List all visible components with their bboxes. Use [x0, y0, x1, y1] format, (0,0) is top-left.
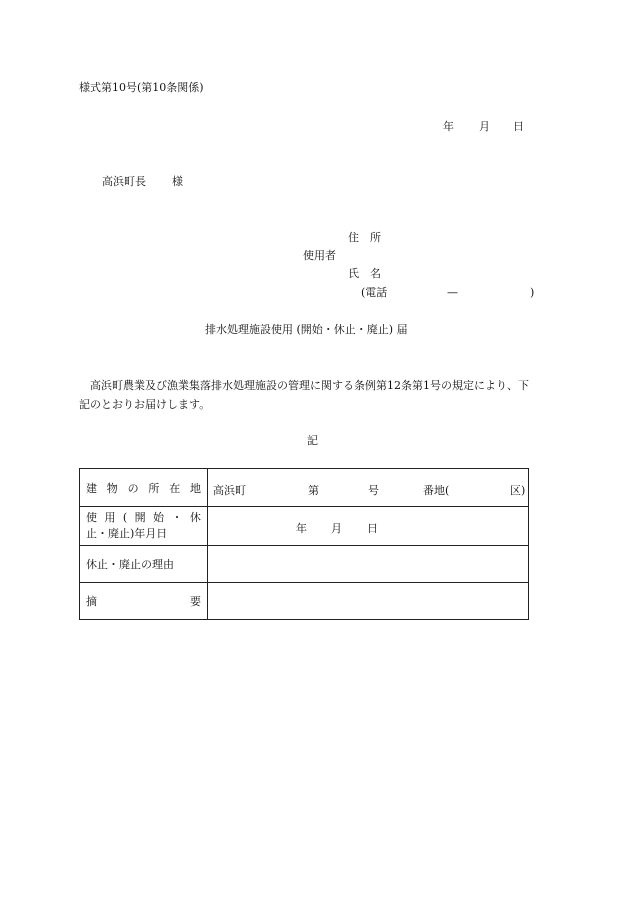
name-label: 氏 名	[348, 267, 381, 280]
table-row-location	[80, 469, 529, 507]
value-year: 年	[296, 522, 307, 535]
label-reason-text: 休止・廃止の理由	[86, 558, 174, 571]
form-number: 様式第10号(第10条関係)	[79, 81, 204, 94]
addr-ku: 区)	[510, 484, 526, 497]
ki-label: 記	[307, 434, 318, 447]
date-year-label: 年	[443, 120, 454, 133]
value-building-location[interactable]	[208, 469, 529, 507]
form-table	[79, 468, 529, 620]
label-char: 始	[153, 511, 165, 525]
addr-town: 高浜町	[213, 484, 246, 497]
phone-dash: —	[447, 286, 458, 299]
phone-open-label: (電話	[361, 286, 388, 299]
label-char: 所	[148, 481, 160, 495]
label-char: 物	[106, 481, 118, 495]
document-title: 排水処理施設使用 (開始・休止・廃止) 届	[205, 323, 408, 336]
addr-banchi: 番地(	[423, 484, 450, 497]
value-month: 月	[331, 522, 342, 535]
label-char: 要	[190, 595, 201, 608]
body-line-2: 記のとおりお届けします。	[79, 398, 211, 411]
date-month-label: 月	[479, 120, 490, 133]
date-day-label: 日	[513, 120, 524, 133]
user-label: 使用者	[303, 249, 336, 262]
label-char: 建	[86, 481, 97, 495]
label-char: 用	[104, 511, 116, 525]
recipient-name: 高浜町長	[102, 175, 146, 188]
label-char: 開	[134, 511, 146, 525]
label-char: 使	[86, 511, 97, 525]
label-char: の	[127, 481, 139, 495]
value-use-date[interactable]	[208, 507, 529, 546]
value-reason[interactable]	[208, 546, 529, 583]
table-row-reason	[80, 546, 529, 583]
label-remarks	[80, 583, 208, 620]
label-line-2: 止・廃止)年月日	[86, 527, 168, 540]
table-row-date	[80, 507, 529, 546]
addr-go: 号	[368, 484, 379, 497]
label-char: (	[122, 511, 128, 525]
label-reason	[80, 546, 208, 583]
body-line-1: 高浜町農業及び漁業集落排水処理施設の管理に関する条例第12条第1号の規定により、下	[90, 379, 529, 392]
value-day: 日	[367, 522, 378, 535]
label-char: 休	[189, 511, 201, 525]
recipient-honorific: 様	[172, 175, 183, 188]
label-char: ・	[171, 511, 183, 525]
label-use-date	[80, 507, 208, 546]
address-label: 住 所	[348, 231, 381, 244]
label-char: 摘	[86, 595, 97, 608]
addr-dai: 第	[308, 484, 319, 497]
value-remarks[interactable]	[208, 583, 529, 620]
label-building-location	[80, 469, 208, 507]
label-char: 地	[189, 481, 201, 495]
table-row-remarks	[80, 583, 529, 620]
label-char: 在	[169, 481, 181, 495]
phone-close: )	[530, 286, 535, 299]
